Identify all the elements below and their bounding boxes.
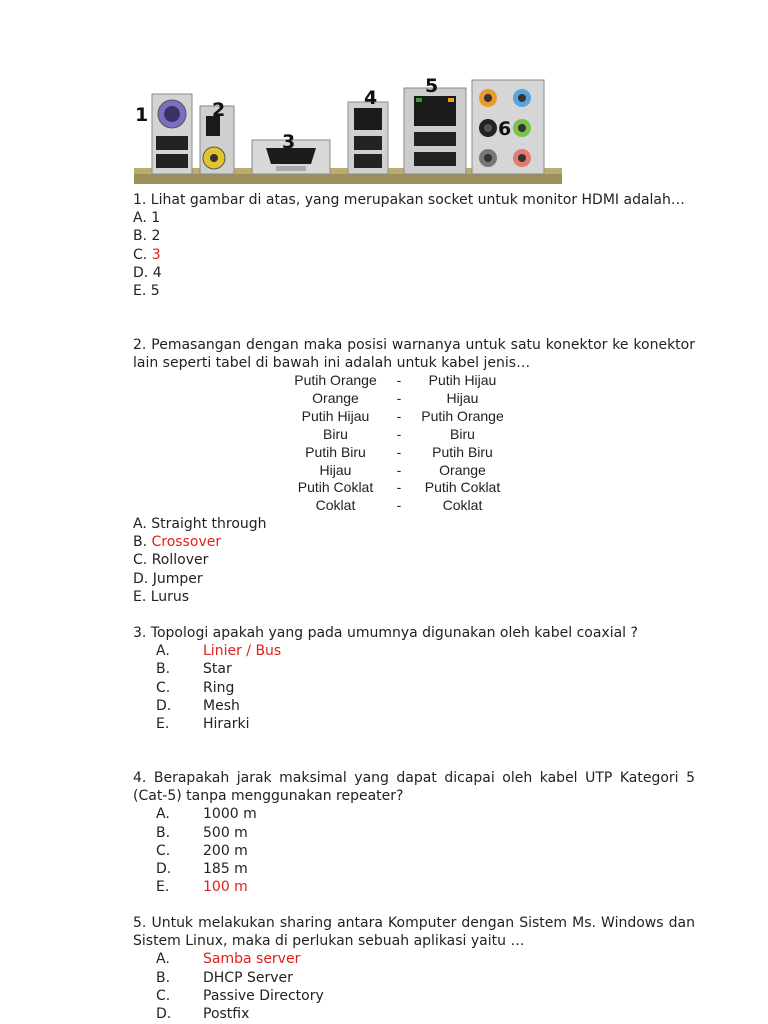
figure-label-4: 4 [364, 87, 378, 109]
left-color-cell: Putih Coklat [297, 479, 374, 496]
option-b[interactable]: B. 2 [133, 228, 161, 245]
left-color-cell: Coklat [315, 497, 356, 514]
option-d[interactable]: D. Jumper [133, 570, 203, 587]
option-e[interactable]: E. 5 [133, 283, 160, 300]
option-d[interactable]: D. 185 m [156, 861, 248, 878]
table-row [280, 372, 518, 390]
right-color-cell: Putih Biru [432, 443, 493, 460]
figure-label-1: 1 [135, 104, 149, 126]
figure-label-5: 5 [425, 76, 439, 97]
firewire-port-icon [348, 102, 388, 174]
question-5 [133, 914, 695, 1023]
option-b[interactable]: B. Star [156, 661, 232, 678]
table-row [280, 462, 518, 480]
question-2-text: 2. Pemasangan dengan maka posisi warnanya untuk satu konektor ke konektor lain seperti tabel di bawah ini adalah untuk kabel jenis… [133, 337, 695, 372]
table-row [280, 390, 518, 408]
option-d[interactable]: D. Mesh [156, 697, 240, 714]
option-d[interactable]: D. Postfix [156, 1006, 250, 1023]
separator-cell: - [396, 461, 402, 478]
option-c[interactable]: C. 3 [133, 246, 161, 263]
left-color-cell: Biru [323, 425, 348, 442]
option-a[interactable]: A. 1000 m [156, 806, 257, 823]
left-color-cell: Hijau [319, 461, 352, 478]
separator-cell: - [396, 479, 402, 496]
question-3 [133, 624, 695, 733]
table-row [280, 479, 518, 497]
separator-cell: - [396, 389, 402, 406]
separator-cell: - [396, 443, 402, 460]
option-b[interactable]: B. Crossover [133, 534, 222, 551]
left-color-cell: Putih Hijau [301, 407, 370, 424]
separator-cell: - [396, 497, 402, 514]
option-b[interactable]: B. 500 m [156, 824, 248, 841]
question-1 [133, 191, 695, 300]
table-row [280, 426, 518, 444]
option-c[interactable]: C. Ring [156, 679, 235, 696]
option-a[interactable]: A. Linier / Bus [156, 643, 282, 660]
option-a[interactable]: A. Straight through [133, 516, 267, 532]
option-e[interactable]: E. Lurus [133, 588, 190, 605]
option-b[interactable]: B. DHCP Server [156, 969, 293, 986]
option-c[interactable]: C. Rollover [133, 552, 209, 569]
option-a[interactable]: A. 1 [133, 210, 161, 227]
question-text: 4. Berapakah jarak maksimal yang dapat dicapai oleh kabel UTP Kategori 5 (Cat-5) tanpa menggunakan repeater? [133, 770, 695, 805]
right-color-cell: Hijau [446, 389, 479, 406]
ethernet-port-icon [404, 88, 466, 174]
table-row [280, 497, 518, 515]
option-c[interactable]: C. Passive Directory [156, 987, 324, 1004]
right-color-cell: Putih Orange [421, 407, 504, 424]
separator-cell: - [396, 372, 402, 388]
option-e[interactable]: E. Hirarki [156, 716, 250, 733]
option-c[interactable]: C. 200 m [156, 842, 248, 859]
question-4 [133, 769, 695, 896]
question-text: 3. Topologi apakah yang pada umumnya digunakan oleh kabel coaxial ? [133, 625, 638, 641]
right-color-cell: Orange [439, 461, 486, 478]
option-e[interactable]: E. 100 m [156, 879, 248, 896]
right-color-cell: Putih Coklat [424, 479, 501, 496]
separator-cell: - [396, 425, 402, 442]
motherboard-io-panel-image [134, 76, 562, 184]
ps2-port-icon [152, 94, 192, 174]
figure-label-6: 6 [498, 118, 512, 140]
option-d[interactable]: D. 4 [133, 264, 162, 281]
right-color-cell: Biru [450, 425, 475, 442]
figure-label-2: 2 [212, 99, 226, 121]
left-color-cell: Putih Biru [305, 443, 366, 460]
table-row [280, 444, 518, 462]
figure-label-3: 3 [282, 131, 296, 153]
color-pair-table [280, 372, 518, 515]
table-row [280, 408, 518, 426]
left-color-cell: Putih Orange [294, 372, 377, 388]
question-text: 5. Untuk melakukan sharing antara Komputer dengan Sistem Ms. Windows dan Sistem Linux, maka di perlukan sebuah aplikasi yaitu … [133, 915, 695, 950]
option-a[interactable]: A. Samba server [156, 951, 301, 968]
separator-cell: - [396, 407, 402, 424]
left-color-cell: Orange [312, 389, 359, 406]
question-text: 1. Lihat gambar di atas, yang merupakan socket untuk monitor HDMI adalah… [133, 192, 685, 208]
right-color-cell: Putih Hijau [428, 372, 497, 388]
question-2-options [133, 515, 695, 606]
right-color-cell: Coklat [442, 497, 483, 514]
